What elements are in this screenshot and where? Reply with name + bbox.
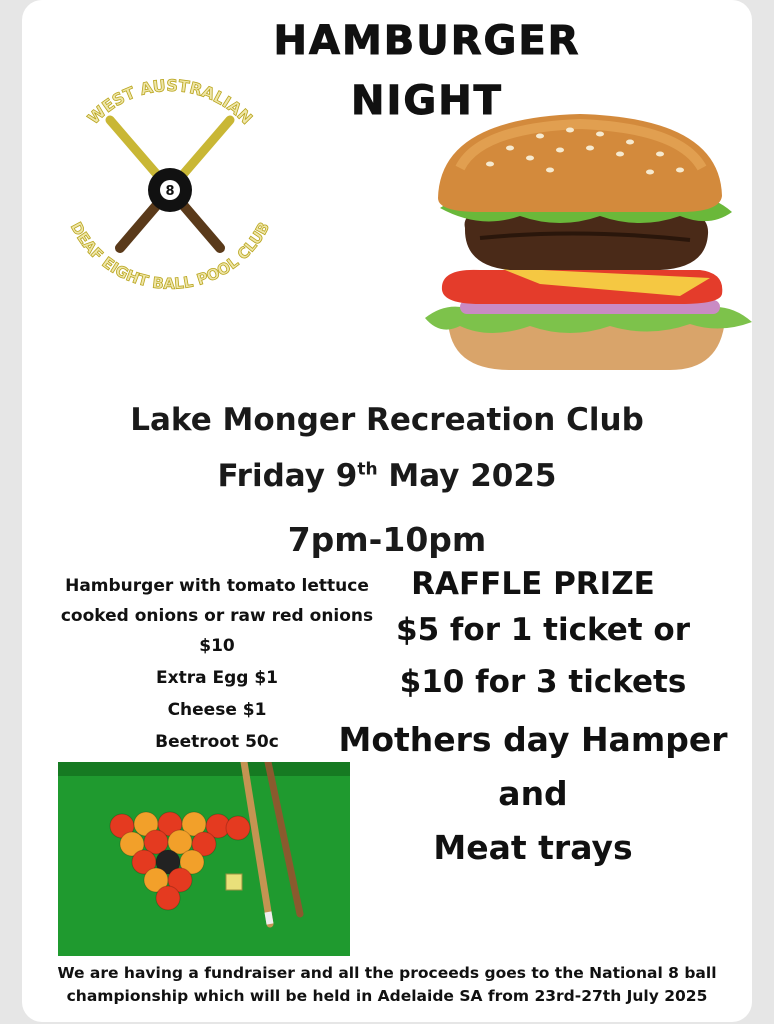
event-time: 7pm-10pm (287, 520, 487, 559)
menu-extra-egg: Extra Egg $1 (155, 668, 278, 688)
logo-bottom-text (67, 219, 273, 293)
logo-ball-number: 8 (165, 184, 175, 199)
title-line-1: HAMBURGER (273, 18, 581, 64)
title-line-2: NIGHT (351, 78, 503, 124)
footer-line-1: We are having a fundraiser and all the proceeds goes to the National 8 ball (57, 964, 717, 982)
event-date (0, 458, 774, 494)
raffle-prize-2: and (498, 774, 568, 813)
logo-top-textpath: WEST AUSTRALIAN (83, 75, 257, 129)
raffle-prize-1: Mothers day Hamper (338, 720, 728, 759)
raffle-price-1: $5 for 1 ticket or (396, 612, 690, 648)
date-day: Friday 9 (217, 458, 358, 494)
footer-line-2: championship which will be held in Adelaide SA from 23rd-27th July 2025 (66, 987, 708, 1005)
raffle-price-2: $10 for 3 tickets (399, 664, 687, 700)
menu-line-2: cooked onions or raw red onions (60, 606, 374, 626)
hamburger-photo-icon (420, 108, 755, 383)
pool-club-logo-icon (50, 70, 290, 310)
menu-extra-cheese: Cheese $1 (167, 700, 267, 720)
venue: Lake Monger Recreation Club (130, 402, 644, 438)
raffle-prize-3: Meat trays (433, 828, 633, 867)
date-suffix: th (357, 459, 378, 480)
raffle-heading: RAFFLE PRIZE (411, 566, 655, 602)
menu-extra-beetroot: Beetroot 50c (155, 732, 279, 752)
menu-line-1: Hamburger with tomato lettuce (65, 576, 369, 596)
date-rest: May 2025 (377, 458, 557, 494)
logo-bottom-textpath: DEAF EIGHT BALL POOL CLUB (66, 219, 274, 293)
pool-table-photo-icon (58, 762, 350, 956)
menu-price: $10 (199, 636, 235, 656)
